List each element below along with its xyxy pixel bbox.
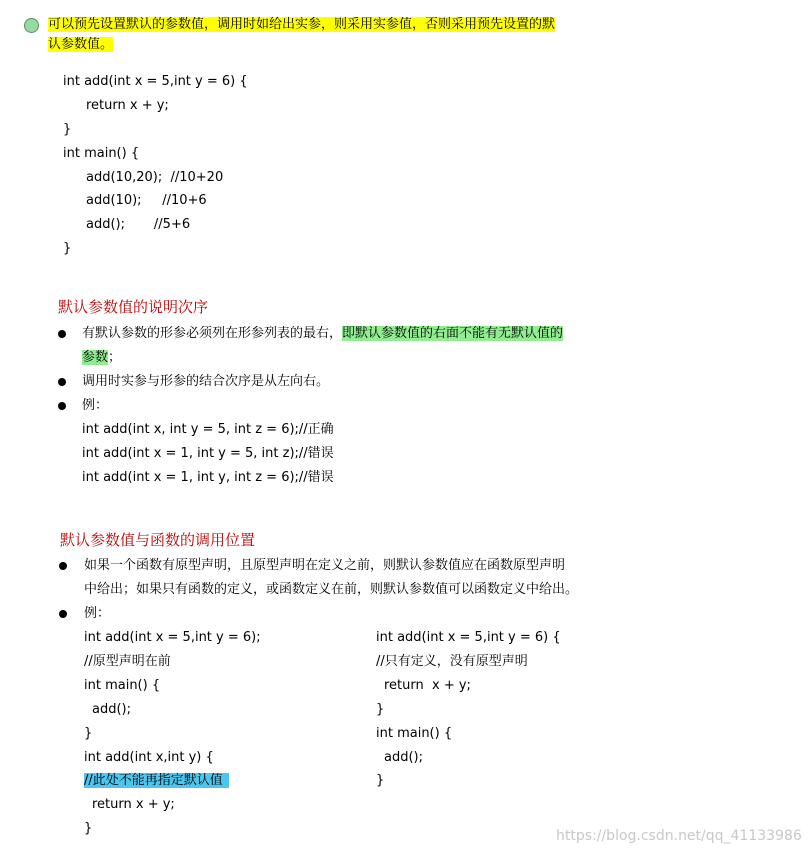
- section1-bullet2: 调用时实参与形参的结合次序是从左向右。: [82, 374, 330, 389]
- left-code-line-1: //原型声明在前: [84, 654, 171, 669]
- right-code-line-0: int add(int x = 5,int y = 6) {: [376, 630, 561, 645]
- right-code-line-3: }: [376, 702, 385, 717]
- right-code-line-1: //只有定义，没有原型声明: [376, 654, 528, 669]
- left-code-line-5: int add(int x,int y) {: [84, 750, 214, 765]
- section1-example-0: int add(int x, int y = 5, int z = 6);//正确: [82, 422, 334, 437]
- section1-bullet1-line1: 有默认参数的形参必须列在形参列表的最右，即默认参数值的右面不能有无默认值的: [82, 326, 564, 341]
- section1-heading: 默认参数值的说明次序: [58, 298, 209, 316]
- section1-bullet1-line2: 参数；: [82, 350, 122, 365]
- code1-line-7: }: [63, 241, 72, 256]
- right-code-line-4: int main() {: [376, 726, 453, 741]
- bullet-icon: [59, 562, 67, 570]
- green-circle-icon: [24, 18, 39, 33]
- left-code-line-3: add();: [92, 702, 131, 717]
- bullet-icon: [58, 402, 66, 410]
- bullet-icon: [58, 378, 66, 386]
- code1-line-4: add(10,20); //10+20: [86, 170, 224, 185]
- section2-bullet1-line1: 如果一个函数有原型声明，且原型声明在定义之前，则默认参数值应在函数原型声明: [84, 558, 566, 573]
- bullet-icon: [59, 610, 67, 618]
- intro-line-1: 可以预先设置默认的参数值，调用时如给出实参，则采用实参值，否则采用预先设置的默: [48, 17, 556, 32]
- left-code-line-7: return x + y;: [92, 797, 175, 812]
- left-code-line-6: //此处不能再指定默认值: [84, 771, 229, 791]
- code1-line-3: int main() {: [63, 146, 140, 161]
- section2-heading: 默认参数值与函数的调用位置: [60, 531, 256, 549]
- section2-bullet1-line2: 中给出；如果只有函数的定义，或函数定义在前，则默认参数值可以函数定义中给出。: [84, 582, 579, 597]
- watermark-text: https://blog.csdn.net/qq_41133986: [556, 828, 802, 844]
- right-code-line-6: }: [376, 773, 385, 788]
- bullet-icon: [58, 330, 66, 338]
- section2-bullet2: 例：: [84, 606, 111, 621]
- section1-bullet3: 例：: [82, 398, 109, 413]
- code1-line-6: add(); //5+6: [86, 217, 191, 232]
- left-code-line-4: }: [84, 726, 93, 741]
- left-code-line-0: int add(int x = 5,int y = 6);: [84, 630, 261, 645]
- code1-line-0: int add(int x = 5,int y = 6) {: [63, 74, 248, 89]
- right-code-line-5: add();: [384, 750, 423, 765]
- code1-line-5: add(10); //10+6: [86, 193, 207, 208]
- section1-example-1: int add(int x = 1, int y = 5, int z);//错误: [82, 446, 334, 461]
- right-code-line-2: return x + y;: [384, 678, 471, 693]
- intro-line-2: 认参数值。: [48, 37, 114, 52]
- code1-line-1: return x + y;: [86, 98, 169, 113]
- left-code-line-8: }: [84, 821, 93, 836]
- code1-line-2: }: [63, 122, 72, 137]
- left-code-line-2: int main() {: [84, 678, 161, 693]
- section1-example-2: int add(int x = 1, int y, int z = 6);//错误: [82, 470, 334, 485]
